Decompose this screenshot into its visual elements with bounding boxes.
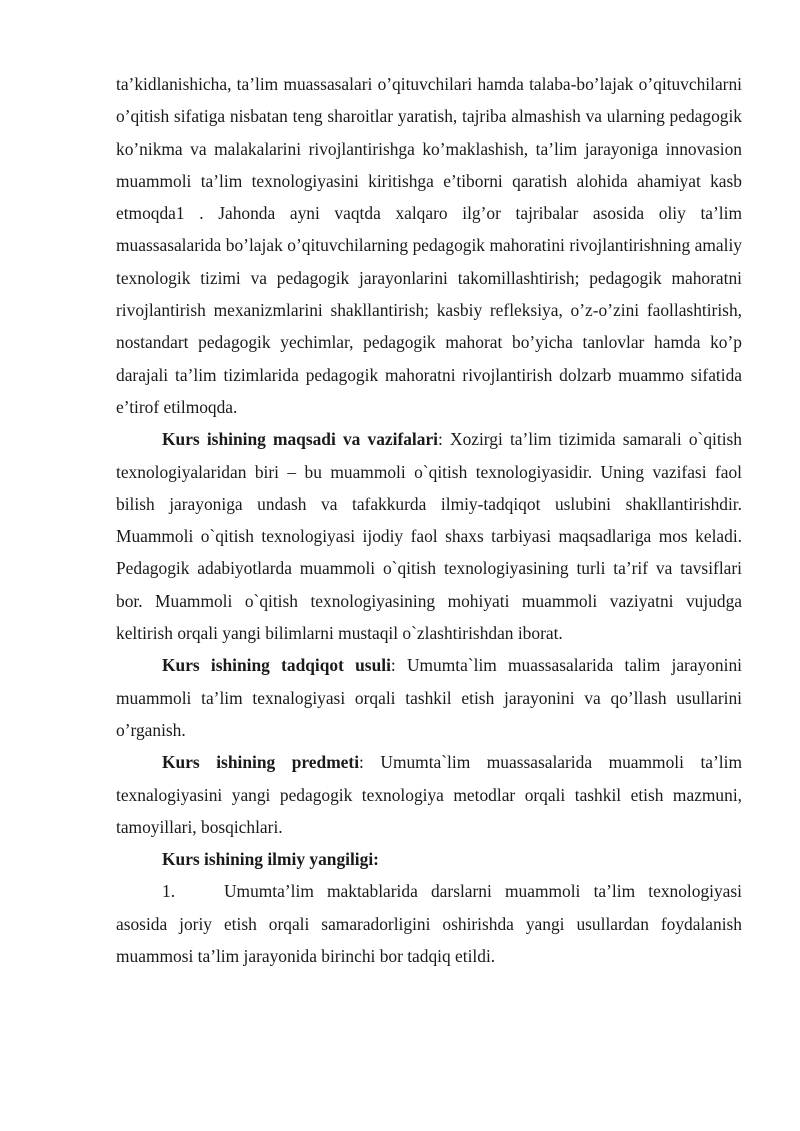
aim-heading: Kurs ishining maqsadi va vazifalari	[162, 429, 439, 450]
aim-paragraph	[116, 423, 742, 649]
subject-text: : Umumta`lim muassasalarida muammoli ta’lim texnalogiyasini yangi pedagogik texnologiya metodlar orqali tashkil etish mazmuni, tamoyillari, bosqichlari.	[116, 752, 742, 837]
aim-text: : Xozirgi ta’lim tizimida samarali o`qitish texnologiyalaridan biri – bu muammoli o`qitish texnologiyasidir. Uning vazifasi faol bilish jarayoniga undash va tafakkurda ilmiy-tadqiqot uslubini shakllantirishdir. Muammoli o`qitish texnologiyasi ijodiy faol shaxs tarbiyasi maqsadlariga mos keladi. Pedagogik adabiyotlarda muammoli o`qitish texnologiyasining turli ta’rif va tavsiflari bor. Muammoli o`qitish texnologiyasining mohiyati muammoli vaziyatni vujudga keltirish orqali yangi bilimlarni mustaqil o`zlashtirishdan iborat.	[116, 429, 743, 644]
novelty-heading: Kurs ishining ilmiy yangiligi:	[162, 849, 379, 870]
list-item	[116, 875, 742, 972]
list-item-number: 1.	[162, 881, 176, 902]
novelty-paragraph	[116, 843, 742, 875]
subject-paragraph	[116, 746, 742, 843]
intro-paragraph: ta’kidlanishicha, ta’lim muassasalari o’qituvchilari hamda talaba-bo’lajak o’qituvchilarni o’qitish sifatiga nisbatan teng sharoitlar yaratish, tajriba almashish va ularning pedagogik ko’nikma va malakalarini rivojlantirishga ko’maklashish, ta’lim jarayoniga innovasion muammoli ta’lim texnologiyasini kiritishga e’tiborni qaratish alohida ahamiyat kasb etmoqda1 . Jahonda ayni vaqtda xalqaro ilg’or tajribalar asosida oliy ta’lim muassasalarida bo’lajak o’qituvchilarning pedagogik mahoratini rivojlantirishning amaliy texnologik tizimi va pedagogik jarayonlarini takomillashtirish; pedagogik mahoratni rivojlantirish mexanizmlarini shakllantirish; kasbiy refleksiya, o’z-o’zini faollashtirish, nostandart pedagogik yechimlar, pedagogik mahorat bo’yicha tanlovlar hamda ko’p darajali ta’lim tizimlarida pedagogik mahoratni rivojlantirish dolzarb muammo sifatida e’tirof etilmoqda.	[116, 74, 742, 417]
method-heading: Kurs ishining tadqiqot usuli	[162, 655, 391, 676]
subject-heading: Kurs ishining predmeti	[162, 752, 360, 773]
method-text: : Umumta`lim muassasalarida talim jarayonini muammoli ta’lim texnalogiyasi orqali tashkil etish jarayonini va qo’llash usullarini o’rganish.	[116, 655, 742, 740]
list-item-text: Umumta’lim maktablarida darslarni muammoli ta’lim texnologiyasi asosida joriy etish orqali samaradorligini oshirishda yangi usullardan foydalanish muammosi ta’lim jarayonida birinchi bor tadqiq etildi.	[116, 881, 742, 967]
method-paragraph	[116, 649, 742, 746]
